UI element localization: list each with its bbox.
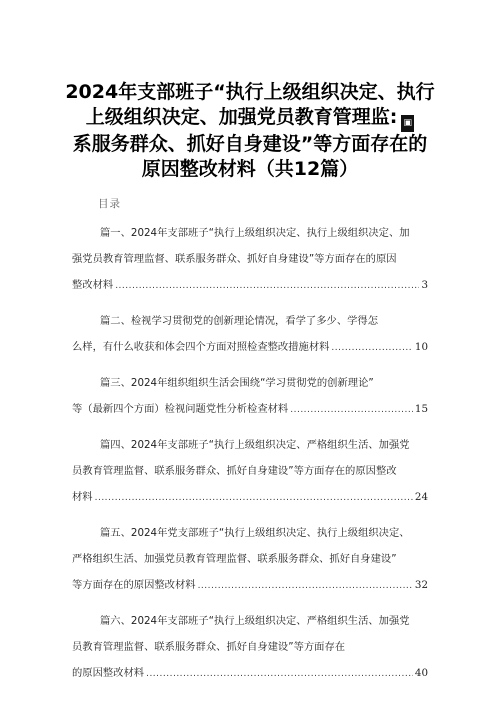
toc-entry-line: 篇一、2024年支部班子“执行上级组织决定、执行上级组织决定、加 [100, 227, 410, 239]
dot-leader [146, 661, 413, 687]
toc-entry[interactable] [72, 370, 428, 423]
title-line-1: 2024年支部班子“执行上级组织决定、执行 [65, 81, 435, 103]
toc-entry-tail-text: 等方面存在的原因整改材料 [72, 579, 196, 591]
toc-entry-last-line [72, 334, 428, 361]
toc-entry-tail-text: 等（最新四个方面）检视问题党性分析检查材料 [72, 403, 289, 415]
title-line-2-text: 上级组织决定、加强党员教育管理监: [85, 106, 398, 128]
toc-entry-line: 员教育管理监督、联系服务群众、抓好自身建设”等方面存在 [72, 641, 346, 653]
toc-entry-line: 严格组织生活、加强党员教育管理监督、联系服务群众、抓好自身建设” [72, 553, 397, 565]
dot-leader [198, 573, 413, 599]
image-glyph-icon: ▣ [401, 115, 414, 132]
title-line-4: 原因整改材料（共12篇） [141, 158, 359, 180]
toc-entry-last-line [72, 660, 428, 687]
toc-entry-last-line [72, 396, 428, 423]
title-line-3: 系服务群众、抓好自身建设”等方面存在的 [72, 133, 428, 155]
toc-entry[interactable] [72, 308, 428, 361]
dot-leader [290, 397, 413, 423]
toc-page-number: 10 [414, 341, 428, 353]
toc-entry[interactable] [72, 220, 428, 299]
toc-entry-line: 篇五、2024年党支部班子“执行上级组织决定、执行上级组织决定、 [100, 527, 410, 539]
toc-entry[interactable] [72, 608, 428, 687]
toc-entry[interactable] [72, 432, 428, 511]
toc-entry-line: 篇三、2024年组织组织生活会围绕“学习贯彻党的创新理论” [100, 377, 374, 389]
document-title [40, 80, 460, 182]
toc-entry-last-line [72, 272, 428, 299]
toc-entry-tail-text: 整改材料 [72, 279, 114, 291]
toc-entry-tail-text: 材料 [72, 491, 93, 503]
toc-entry-line: 篇四、2024年支部班子“执行上级组织决定、严格组织生活、加强党 [100, 439, 410, 451]
toc-entry-line: 强党员教育管理监督、联系服务群众、抓好自身建设”等方面存在的原因 [72, 253, 397, 265]
title-line-2 [40, 105, 460, 132]
dot-leader [95, 485, 413, 511]
toc-page-number: 40 [414, 667, 428, 679]
toc-entry-last-line [72, 484, 428, 511]
toc-page-number: 3 [421, 279, 428, 291]
dot-leader [331, 335, 412, 361]
toc-heading: 目录 [98, 198, 121, 210]
toc-page-number: 15 [414, 403, 428, 415]
toc-entry-tail-text: 么样，有什么收获和体会四个方面对照检查整改措施材料 [72, 341, 330, 353]
toc-entry-last-line [72, 572, 428, 599]
toc-page-number: 24 [414, 491, 428, 503]
toc-entry-tail-text: 的原因整改材料 [72, 667, 145, 679]
table-of-contents [72, 220, 428, 696]
toc-entry-line: 员教育管理监督、联系服务群众、抓好自身建设”等方面存在的原因整改 [72, 465, 397, 477]
toc-entry-line: 篇六、2024年支部班子“执行上级组织决定、严格组织生活、加强党 [100, 615, 410, 627]
dot-leader [115, 273, 419, 299]
toc-entry-line: 篇二、检视学习贯彻党的创新理论情况，看学了多少、学得怎 [100, 315, 379, 327]
toc-page-number: 32 [414, 579, 428, 591]
toc-entry[interactable] [72, 520, 428, 599]
